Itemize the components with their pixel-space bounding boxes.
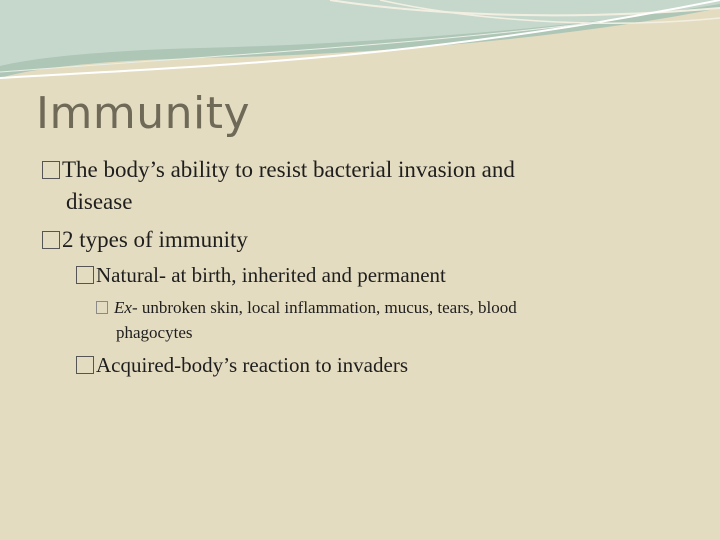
sub-bullet-acquired (76, 353, 408, 378)
bullet-types-text: 2 types of immunity (62, 227, 248, 252)
example-prefix: Ex (114, 298, 132, 317)
bullet-box-icon (42, 161, 60, 179)
bullet-box-icon (76, 356, 94, 374)
bullet-types (42, 227, 248, 253)
bullet-box-icon (76, 266, 94, 284)
sub-bullet-natural (76, 263, 446, 288)
example-continuation: phagocytes (116, 323, 193, 342)
example-text: - unbroken skin, local inflammation, mucus, tears, blood (131, 298, 517, 317)
example-bullet (96, 298, 517, 318)
slide-title: Immunity (36, 88, 250, 139)
small-bullet-box-icon (96, 301, 108, 314)
sub-bullet-natural-text: Natural- at birth, inherited and permanent (96, 263, 446, 287)
bullet-box-icon (42, 231, 60, 249)
sub-bullet-acquired-text: Acquired-body’s reaction to invaders (96, 353, 408, 377)
bullet-ability-continuation: disease (66, 189, 133, 214)
bullet-ability-text: The body’s ability to resist bacterial invasion and (62, 157, 515, 182)
bullet-ability (42, 157, 515, 183)
